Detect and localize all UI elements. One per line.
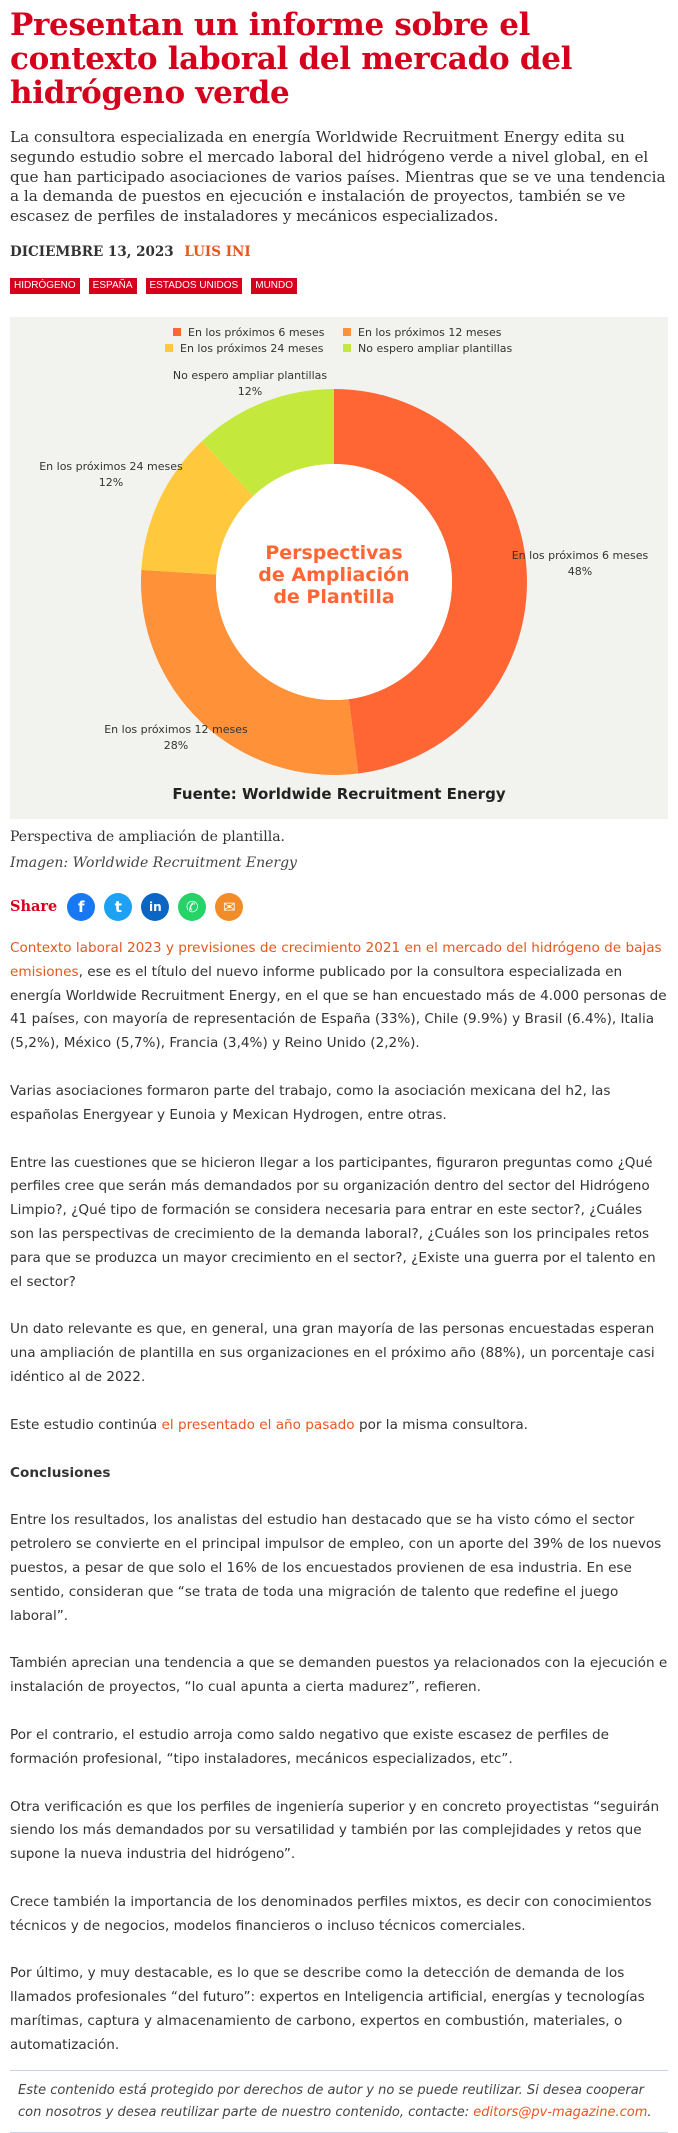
paragraph-3: Entre las cuestiones que se hicieron llegar a los participantes, figuraron preguntas como ¿Qué perfiles cree que serán más demandados por su organización dentro del sector del Hidrógeno Limpio?, ¿Qué tipo de formación se considera necesaria para entrar en este sector?, ¿Cuáles son las perspectivas de crecimiento de la demanda laboral?, ¿Cuáles son los principales retos para que se produzca un mayor crecimiento en el sector?, ¿Existe una guerra por el talento en el sector? <box>10 1154 656 1290</box>
slice-label-12-meses-value: 28% <box>163 738 189 752</box>
paragraph-5-post: por la misma consultora. <box>354 1416 528 1433</box>
center-title-line-1: Perspectivas <box>265 541 403 564</box>
center-title-line-2: de Ampliación <box>258 563 410 586</box>
legend-label-no-ampliar: No espero ampliar plantillas <box>358 341 513 355</box>
legend-swatch-6-meses <box>173 328 181 336</box>
copyright-end: . <box>647 2104 652 2120</box>
paragraph-8: Por el contrario, el estudio arroja como saldo negativo que existe escasez de perfiles de formación profesional, “tipo instaladores, mecánicos especializados, etc”. <box>10 1726 609 1767</box>
legend-swatch-12-meses <box>343 328 351 336</box>
figure-credit: Imagen: Worldwide Recruitment Energy <box>10 854 297 871</box>
chart-figure <box>10 317 668 819</box>
legend-swatch-no-ampliar <box>343 344 351 352</box>
article-title: Presentan un informe sobre el contexto laboral del mercado del hidrógeno verde <box>10 7 573 111</box>
editors-email-link[interactable]: editors@pv-magazine.com <box>473 2104 648 2120</box>
paragraph-6: Entre los resultados, los analistas del estudio han destacado que se ha visto cómo el sector petrolero se convierte en el principal impulsor de empleo, con un aporte del 39% de los nuevos puestos, a pesar de que solo el 16% de los encuestados provienen de esa industria. En ese sentido, consideran que “se trata de toda una migración de talento que redefine el juego laboral”. <box>10 1512 662 1624</box>
share-bar <box>10 893 668 921</box>
paragraph-9: Otra verificación es que los perfiles de ingeniería superior y en concreto proyectistas “seguirán siendo los más demandados por su versatilidad y también por las complejidades y retos que supone la nueva industria del hidrógeno”. <box>10 1798 660 1863</box>
paragraph-11: Por último, y muy destacable, es lo que se describe como la detección de demanda de los llamados profesionales “del futuro”: expertos en Inteligencia artificial, energías y tecnologías marítimas, captura y almacenamiento de carbono, expertos en combustión, materiales, o automatización. <box>10 1965 645 2053</box>
article <box>0 8 678 2133</box>
legend-label-24-meses: En los próximos 24 meses <box>180 341 324 355</box>
paragraph-7: También aprecian una tendencia a que se demanden puestos ya relacionados con la ejecución e instalación de proyectos, “lo cual apunta a cierta madurez”, refieren. <box>10 1655 668 1696</box>
legend-label-6-meses: En los próximos 6 meses <box>188 325 325 339</box>
tag-mundo[interactable]: MUNDO <box>251 278 297 294</box>
tag-list <box>10 278 668 294</box>
publish-date: DICIEMBRE 13, 2023 <box>10 243 174 260</box>
legend-swatch-24-meses <box>165 344 173 352</box>
paragraph-1-text: , ese es el título del nuevo informe publicado por la consultora especializada en energía Worldwide Recruitment Energy, en el que se han encuestado más de 4.000 personas de 41 países, con mayoría de representación de España (33%), Chile (9.9%) y Brasil (6.4%), Italia (5,2%), México (5,7%), Francia (3,4%) y Reino Unido (2,2%). <box>10 963 667 1052</box>
article-body <box>10 937 668 2058</box>
paragraph-5 <box>10 1414 668 1438</box>
share-label: Share <box>10 898 58 916</box>
paragraph-1 <box>10 937 668 1056</box>
slice-label-6-meses-value: 48% <box>567 564 593 578</box>
tag-estados-unidos[interactable]: ESTADOS UNIDOS <box>146 278 243 294</box>
slice-label-no-ampliar-name: No espero ampliar plantillas <box>172 368 328 382</box>
copyright-note <box>10 2070 668 2133</box>
twitter-icon[interactable]: t <box>104 893 132 921</box>
whatsapp-icon[interactable]: ✆ <box>178 893 206 921</box>
tag-hidrogeno[interactable]: HIDRÓGENO <box>10 278 80 294</box>
legend-label-12-meses: En los próximos 12 meses <box>358 325 502 339</box>
author-link[interactable]: LUIS INI <box>184 243 251 260</box>
previous-study-link[interactable]: el presentado el año pasado <box>161 1416 355 1433</box>
slice-label-24-meses-value: 12% <box>98 475 124 489</box>
paragraph-2: Varias asociaciones formaron parte del trabajo, como la asociación mexicana del h2, las españolas Energyear y Eunoia y Mexican Hydrogen, entre otras. <box>10 1082 611 1123</box>
paragraph-5-pre: Este estudio continúa <box>10 1416 162 1433</box>
tag-espana[interactable]: ESPAÑA <box>89 278 137 294</box>
facebook-icon[interactable]: f <box>67 893 95 921</box>
conclusions-heading: Conclusiones <box>10 1464 111 1481</box>
copyright-text: Este contenido está protegido por derechos de autor y no se puede reutilizar. Si desea cooperar con nosotros y desea reutilizar parte de nuestro contenido, contacte: <box>18 2082 645 2120</box>
email-icon[interactable]: ✉ <box>215 893 243 921</box>
report-link[interactable]: Contexto laboral 2023 y previsiones de crecimiento 2021 en el mercado del hidrógeno de bajas emisiones <box>10 939 662 980</box>
donut-center-title <box>258 542 409 608</box>
article-meta <box>10 244 668 260</box>
chart-source: Fuente: Worldwide Recruitment Energy <box>172 784 506 803</box>
linkedin-icon[interactable]: in <box>141 893 169 921</box>
paragraph-4: Un dato relevante es que, en general, una gran mayoría de las personas encuestadas esperan una ampliación de plantilla en sus organizaciones en el próximo año (88%), un porcentaje casi idéntico al de 2022. <box>10 1321 655 1385</box>
chart-legend <box>165 326 512 355</box>
article-lead: La consultora especializada en energía Worldwide Recruitment Energy edita su segundo estudio sobre el mercado laboral del hidrógeno verde a nivel global, en el que han participado asociaciones de varios países. Mientras que se ve una tendencia a la demanda de puestos en ejecución e instalación de proyectos, también se ve escasez de perfiles de instaladores y mecánicos especializados. <box>10 128 666 226</box>
slice-label-6-meses-name: En los próximos 6 meses <box>511 548 649 562</box>
figure-caption: Perspectiva de ampliación de plantilla. <box>10 828 286 845</box>
center-title-line-3: de Plantilla <box>273 585 395 608</box>
donut-chart <box>10 317 668 819</box>
paragraph-10: Crece también la importancia de los denominados perfiles mixtos, es decir con conocimientos técnicos y de negocios, modelos financieros o incluso técnicos comerciales. <box>10 1893 652 1934</box>
slice-label-24-meses-name: En los próximos 24 meses <box>39 459 183 473</box>
slice-label-12-meses-name: En los próximos 12 meses <box>104 722 248 736</box>
slice-label-no-ampliar-value: 12% <box>237 384 263 398</box>
